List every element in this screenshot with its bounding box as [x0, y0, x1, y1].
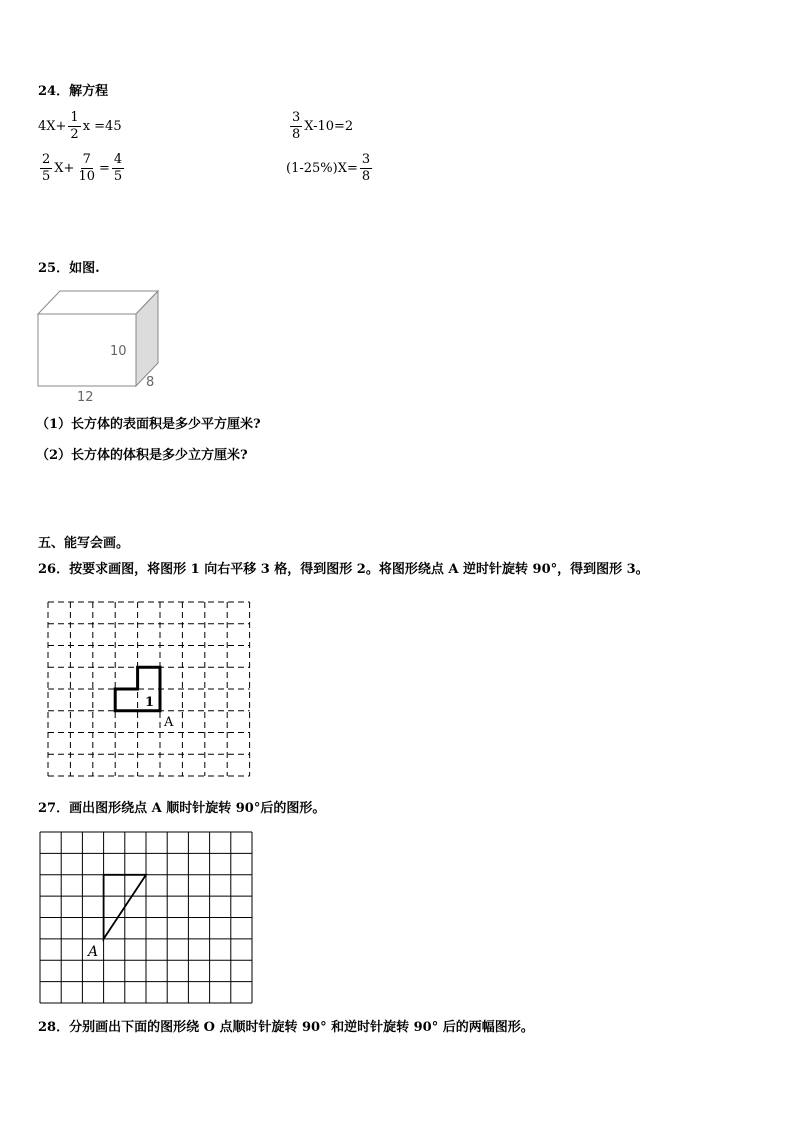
q27-point-a-label: A: [88, 944, 99, 960]
q25-title: 25．如图.: [38, 261, 100, 276]
cuboid-length-label: 12: [77, 390, 94, 405]
q26-title: 26．按要求画图，将图形 1 向右平移 3 格，得到图形 2。将图形绕点 A 逆时针旋转 90°，得到图形 3。: [38, 562, 649, 577]
eq2-denominator: 8: [292, 127, 301, 142]
q24-equation-2: [288, 110, 353, 143]
q24-equation-3: [38, 152, 126, 185]
q25-sub-question-2: （2）长方体的体积是多少立方厘米?: [36, 448, 248, 463]
eq4-numerator: 3: [361, 152, 371, 167]
cuboid-height-label: 10: [110, 344, 127, 359]
q28-title: 28．分别画出下面的图形绕 O 点顺时针旋转 90° 和逆时针旋转 90° 后的两幅图形。: [38, 1020, 534, 1035]
cuboid-width-label: 8: [146, 375, 155, 390]
eq3-equals: =: [98, 161, 110, 176]
q24-equation-4: [286, 152, 374, 185]
eq3-numerator-3: 4: [113, 152, 123, 167]
q25-sub-question-1: （1）长方体的表面积是多少平方厘米?: [36, 417, 261, 432]
eq2-fraction: [290, 110, 302, 143]
eq3-mid: X+: [54, 161, 75, 176]
eq1-pre: 4X+: [38, 119, 67, 134]
eq3-numerator-2: 7: [82, 152, 91, 167]
eq3-fraction-2: [76, 152, 97, 185]
eq3-fraction-3: [112, 152, 124, 185]
eq4-denominator: 8: [361, 169, 371, 184]
eq3-denominator-2: 10: [78, 169, 95, 184]
q26-point-a-label: A: [164, 715, 174, 730]
q26-dashed-grid: [40, 596, 255, 781]
eq2-post: X-10=2: [304, 119, 354, 134]
eq1-fraction: [68, 110, 80, 143]
q26-shape-label: 1: [145, 695, 155, 710]
eq1-post: x =45: [82, 119, 122, 134]
eq3-numerator-1: 2: [42, 152, 51, 167]
cuboid-figure: [30, 283, 170, 405]
q24-title: 24．解方程: [38, 84, 109, 99]
eq3-denominator-1: 5: [42, 169, 51, 184]
q24-equation-1: [38, 110, 122, 143]
eq1-denominator: 2: [70, 127, 79, 142]
eq3-denominator-3: 5: [113, 169, 123, 184]
eq4-fraction: [360, 152, 372, 185]
eq1-numerator: 1: [70, 110, 79, 125]
section-5-title: 五、能写会画。: [38, 536, 130, 551]
eq3-fraction-1: [40, 152, 52, 185]
eq2-numerator: 3: [292, 110, 301, 125]
q27-grid: [36, 828, 258, 1006]
q27-title: 27．画出图形绕点 A 顺时针旋转 90°后的图形。: [38, 801, 326, 816]
eq4-pre: (1-25%)X=: [286, 161, 358, 176]
